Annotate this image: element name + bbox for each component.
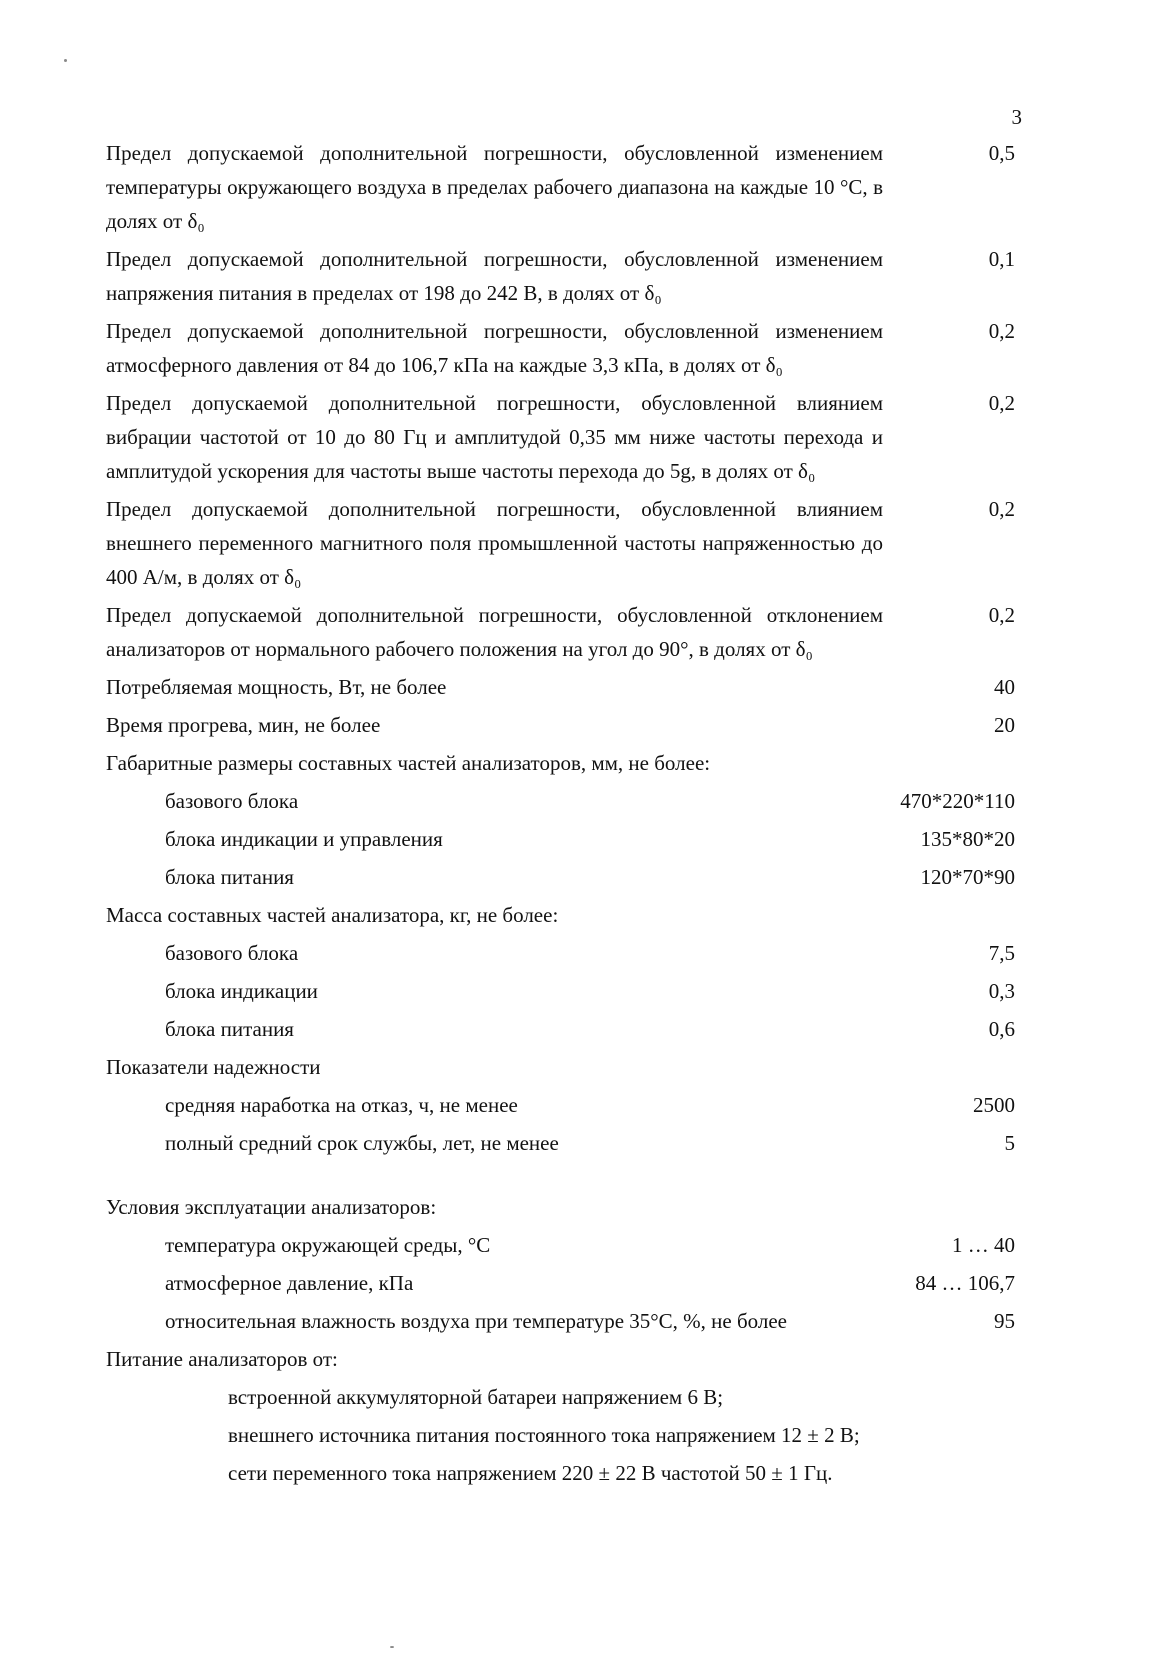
spec-label: блока питания: [165, 1017, 294, 1041]
spec-value: 84 … 106,7: [915, 1271, 1015, 1295]
row-mass-display-unit: [106, 974, 1015, 1008]
spec-label: встроенной аккумуляторной батареи напряжением 6 В;: [228, 1385, 724, 1409]
spec-value: 40: [994, 675, 1015, 699]
paragraph-text: Предел допускаемой дополнительной погрешности, обусловленной отклонением анализаторов от нормального рабочего положения на угол до 90°, в долях от δ₀: [106, 603, 883, 661]
row-mass-power-unit: [106, 1012, 1015, 1046]
row-power-supply-ac-mains: [106, 1456, 1015, 1490]
paragraph-magnetic-field-error: [106, 492, 1015, 594]
spec-label: блока индикации: [165, 979, 318, 1003]
paragraph-temperature-error: [106, 136, 1015, 238]
row-dimensions-header: [106, 746, 1015, 780]
row-dimensions-base-unit: [106, 784, 1015, 818]
spec-value: 135*80*20: [920, 827, 1015, 851]
row-ambient-temperature: [106, 1228, 1015, 1262]
paragraph-value: 0,1: [988, 247, 1015, 271]
paragraph-text: Предел допускаемой дополнительной погрешности, обусловленной влиянием внешнего переменного магнитного поля промышленной частоты напряженностью до 400 А/м, в долях от δ₀: [106, 497, 883, 589]
paragraph-value: 0,2: [988, 319, 1015, 343]
paragraph-vibration-error: [106, 386, 1015, 488]
row-power-supply-external-dc: [106, 1418, 1015, 1452]
row-operating-conditions-header: [106, 1190, 1015, 1224]
page-number: 3: [1011, 105, 1022, 129]
document-body: [106, 136, 1015, 1490]
row-mass-header: [106, 898, 1015, 932]
paragraph-voltage-error: [106, 242, 1015, 310]
spec-value: 2500: [973, 1093, 1015, 1117]
spec-label: относительная влажность воздуха при температуре 35°С, %, не более: [165, 1309, 788, 1333]
spec-label: внешнего источника питания постоянного тока напряжением 12 ± 2 В;: [228, 1423, 860, 1447]
spec-label: Условия эксплуатации анализаторов:: [106, 1195, 437, 1219]
spec-value: 95: [994, 1309, 1015, 1333]
paragraph-value: 0,2: [988, 391, 1015, 415]
spec-value: 470*220*110: [900, 789, 1015, 813]
row-mass-base-unit: [106, 936, 1015, 970]
spec-label: Габаритные размеры составных частей анализаторов, мм, не более:: [106, 751, 711, 775]
paragraph-text: Предел допускаемой дополнительной погрешности, обусловленной влиянием вибрации частотой от 10 до 80 Гц и амплитудой 0,35 мм ниже частоты перехода и амплитудой ускорения для частоты выше частоты перехода до 5g, в долях от δ₀: [106, 391, 883, 483]
row-relative-humidity: [106, 1304, 1015, 1338]
paragraph-tilt-error: [106, 598, 1015, 666]
row-power-supply-header: [106, 1342, 1015, 1376]
spec-value: 120*70*90: [920, 865, 1015, 889]
spec-value: 0,3: [988, 979, 1015, 1003]
row-mtbf: [106, 1088, 1015, 1122]
spec-label: сети переменного тока напряжением 220 ± 22 В частотой 50 ± 1 Гц.: [228, 1461, 833, 1485]
spec-label: средняя наработка на отказ, ч, не менее: [165, 1093, 518, 1117]
paragraph-text: Предел допускаемой дополнительной погрешности, обусловленной изменением температуры окружающего воздуха в пределах рабочего диапазона на каждые 10 °С, в долях от δ₀: [106, 141, 883, 233]
scan-speck: [390, 1646, 394, 1648]
spec-label: Время прогрева, мин, не более: [106, 713, 381, 737]
spec-label: полный средний срок службы, лет, не менее: [165, 1131, 559, 1155]
row-power-supply-battery: [106, 1380, 1015, 1414]
row-warmup-time: [106, 708, 1015, 742]
spec-value: 0,6: [988, 1017, 1015, 1041]
row-service-life: [106, 1126, 1015, 1160]
paragraph-value: 0,2: [988, 497, 1015, 521]
spec-value: 7,5: [988, 941, 1015, 965]
spec-label: Питание анализаторов от:: [106, 1347, 338, 1371]
spec-value: 1 … 40: [952, 1233, 1015, 1257]
spec-value: 20: [994, 713, 1015, 737]
row-power-consumption: [106, 670, 1015, 704]
paragraph-value: 0,5: [988, 141, 1015, 165]
spec-label: Масса составных частей анализатора, кг, не более:: [106, 903, 559, 927]
paragraph-text: Предел допускаемой дополнительной погрешности, обусловленной изменением напряжения питания в пределах от 198 до 242 В, в долях от δ₀: [106, 247, 883, 305]
row-atmospheric-pressure: [106, 1266, 1015, 1300]
spec-label: Показатели надежности: [106, 1055, 321, 1079]
row-dimensions-display-unit: [106, 822, 1015, 856]
paragraph-text: Предел допускаемой дополнительной погрешности, обусловленной изменением атмосферного давления от 84 до 106,7 кПа на каждые 3,3 кПа, в долях от δ₀: [106, 319, 883, 377]
paragraph-value: 0,2: [988, 603, 1015, 627]
row-dimensions-power-unit: [106, 860, 1015, 894]
scan-speck: [64, 59, 67, 62]
spec-label: атмосферное давление, кПа: [165, 1271, 414, 1295]
spec-label: блока питания: [165, 865, 294, 889]
spec-label: Потребляемая мощность, Вт, не более: [106, 675, 447, 699]
row-reliability-header: [106, 1050, 1015, 1084]
spec-label: температура окружающей среды, °С: [165, 1233, 491, 1257]
spec-label: блока индикации и управления: [165, 827, 443, 851]
spec-value: 5: [1004, 1131, 1015, 1155]
spec-label: базового блока: [165, 941, 299, 965]
paragraph-pressure-error: [106, 314, 1015, 382]
spec-label: базового блока: [165, 789, 299, 813]
